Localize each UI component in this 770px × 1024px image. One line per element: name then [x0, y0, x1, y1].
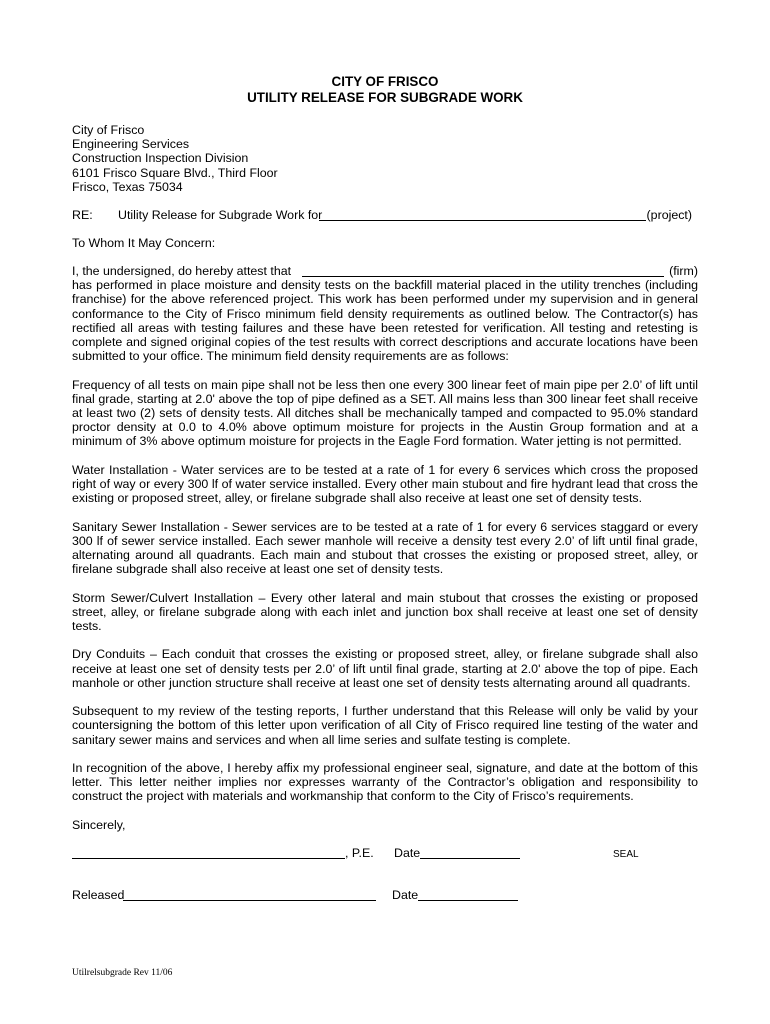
- firm-line: [72, 264, 698, 278]
- address-line: City of Frisco: [72, 123, 145, 137]
- re-text: Utility Release for Subgrade Work for: [118, 208, 323, 223]
- document-page: [72, 74, 698, 904]
- address-line: 6101 Frisco Square Blvd., Third Floor: [72, 165, 278, 180]
- released-label: Released: [72, 888, 125, 903]
- paragraph-storm-sewer: Storm Sewer/Culvert Installation – Every other lateral and main stubout that crosses the existing or proposed street, alley, or firelane subgrade along with each inlet and junction box shall receive at least one set of density tests.: [72, 590, 698, 634]
- greeting: To Whom It May Concern:: [72, 236, 216, 251]
- address-line: Frisco, Texas 75034: [72, 179, 183, 194]
- firm-blank-line[interactable]: [302, 276, 664, 277]
- project-blank-line[interactable]: [319, 220, 646, 221]
- re-line: [72, 208, 698, 222]
- address-line: Engineering Services: [72, 137, 190, 152]
- document-title-line2: UTILITY RELEASE FOR SUBGRADE WORK: [247, 89, 523, 105]
- paragraph-water-installation: Water Installation - Water services are to be tested at a rate of 1 for every 6 services which cross the proposed right of way or every 300 lf of water service installed. Every other main stubout and fire hydrant lead that cross the existing or proposed street, alley, or firelane subgrade shall also receive at least one set of density tests.: [72, 462, 698, 506]
- re-suffix: (project): [646, 208, 692, 223]
- footer-revision: Utilrelsubgrade Rev 11/06: [72, 968, 173, 978]
- released-date-blank-line[interactable]: [418, 900, 518, 901]
- paragraph-dry-conduits: Dry Conduits – Each conduit that crosses the existing or proposed street, alley, or firelane subgrade shall also receive at least one set of density tests per 2.0’ of lift until final grade, starting at 2.0' above the top of pipe. Each manhole or other junction structure shall receive at least one set of density tests alternating around all quadrants.: [72, 647, 698, 690]
- attest-lead: I, the undersigned, do hereby attest that: [72, 264, 292, 279]
- date-label-released: Date: [392, 888, 419, 903]
- released-signature-line[interactable]: [123, 900, 376, 901]
- paragraph-recognition: In recognition of the above, I hereby affix my professional engineer seal, signature, and date at the bottom of this letter. This letter neither implies nor expresses warranty of the Contractor’s obligation and responsibility to construct the project with materials and workmanship that conform to the City of Frisco’s requirements.: [72, 761, 698, 804]
- attest-body: has performed in place moisture and density tests on the backfill material placed in the utility trenches (including franchise) for the above referenced project. This work has been performed under my supervision and in general conformance to the City of Frisco minimum field density requirements as outlined below. The Contractor(s) has rectified all areas with testing failures and these have been retested for verification. All testing and retesting is complete and signed original copies of the test results with correct descriptions and accurate locations have been submitted to your office. The minimum field density requirements are as follows:: [72, 278, 698, 364]
- address-line: Construction Inspection Division: [72, 151, 249, 166]
- paragraph-test-frequency: Frequency of all tests on main pipe shall not be less then one every 300 linear feet of main pipe per 2.0’ of lift until final grade, starting at 2.0' above the top of pipe defined as a SET. All mains less than 300 linear feet shall receive at least two (2) sets of density tests. All ditches shall be mechanically tamped and compacted to 95.0% standard proctor density at 0.0 to 4.0% above optimum moisture for projects in the Austin Group formation and at a minimum of 3% above optimum moisture for projects in the Eagle Ford formation. Water jetting is not permitted.: [72, 377, 698, 449]
- engineer-signature-line[interactable]: [72, 858, 345, 859]
- date-blank-line[interactable]: [420, 858, 520, 859]
- paragraph-sanitary-sewer: Sanitary Sewer Installation - Sewer services are to be tested at a rate of 1 for every 6 services staggard or every 300 lf of sewer service installed. Each sewer manhole will receive a density test every 2.0’ of lift until final grade, alternating around all quadrants. Each main and stubout that crosses the existing or proposed street, alley, or firelane subgrade shall also receive at least one set of density tests.: [72, 519, 698, 577]
- date-label: Date: [394, 846, 421, 861]
- attest-suffix: (firm): [669, 264, 698, 279]
- attest-paragraph: [72, 264, 698, 363]
- paragraph-subsequent-review: Subsequent to my review of the testing reports, I further understand that this Release will only be valid by your countersigning the bottom of this letter upon verification of all City of Frisco required line testing of the water and sanitary sewer mains and services and when all lime series and sulfate testing is complete.: [72, 704, 698, 747]
- title-block: [72, 74, 698, 105]
- closing-sincerely: Sincerely,: [72, 817, 126, 832]
- seal-label: SEAL: [613, 849, 639, 861]
- document-title-line1: CITY OF FRISCO: [331, 74, 439, 89]
- engineer-signature-row: [72, 846, 698, 862]
- re-label: RE:: [72, 208, 93, 223]
- recipient-address: [72, 123, 698, 194]
- pe-suffix: , P.E.: [345, 846, 374, 861]
- released-row: [72, 888, 698, 904]
